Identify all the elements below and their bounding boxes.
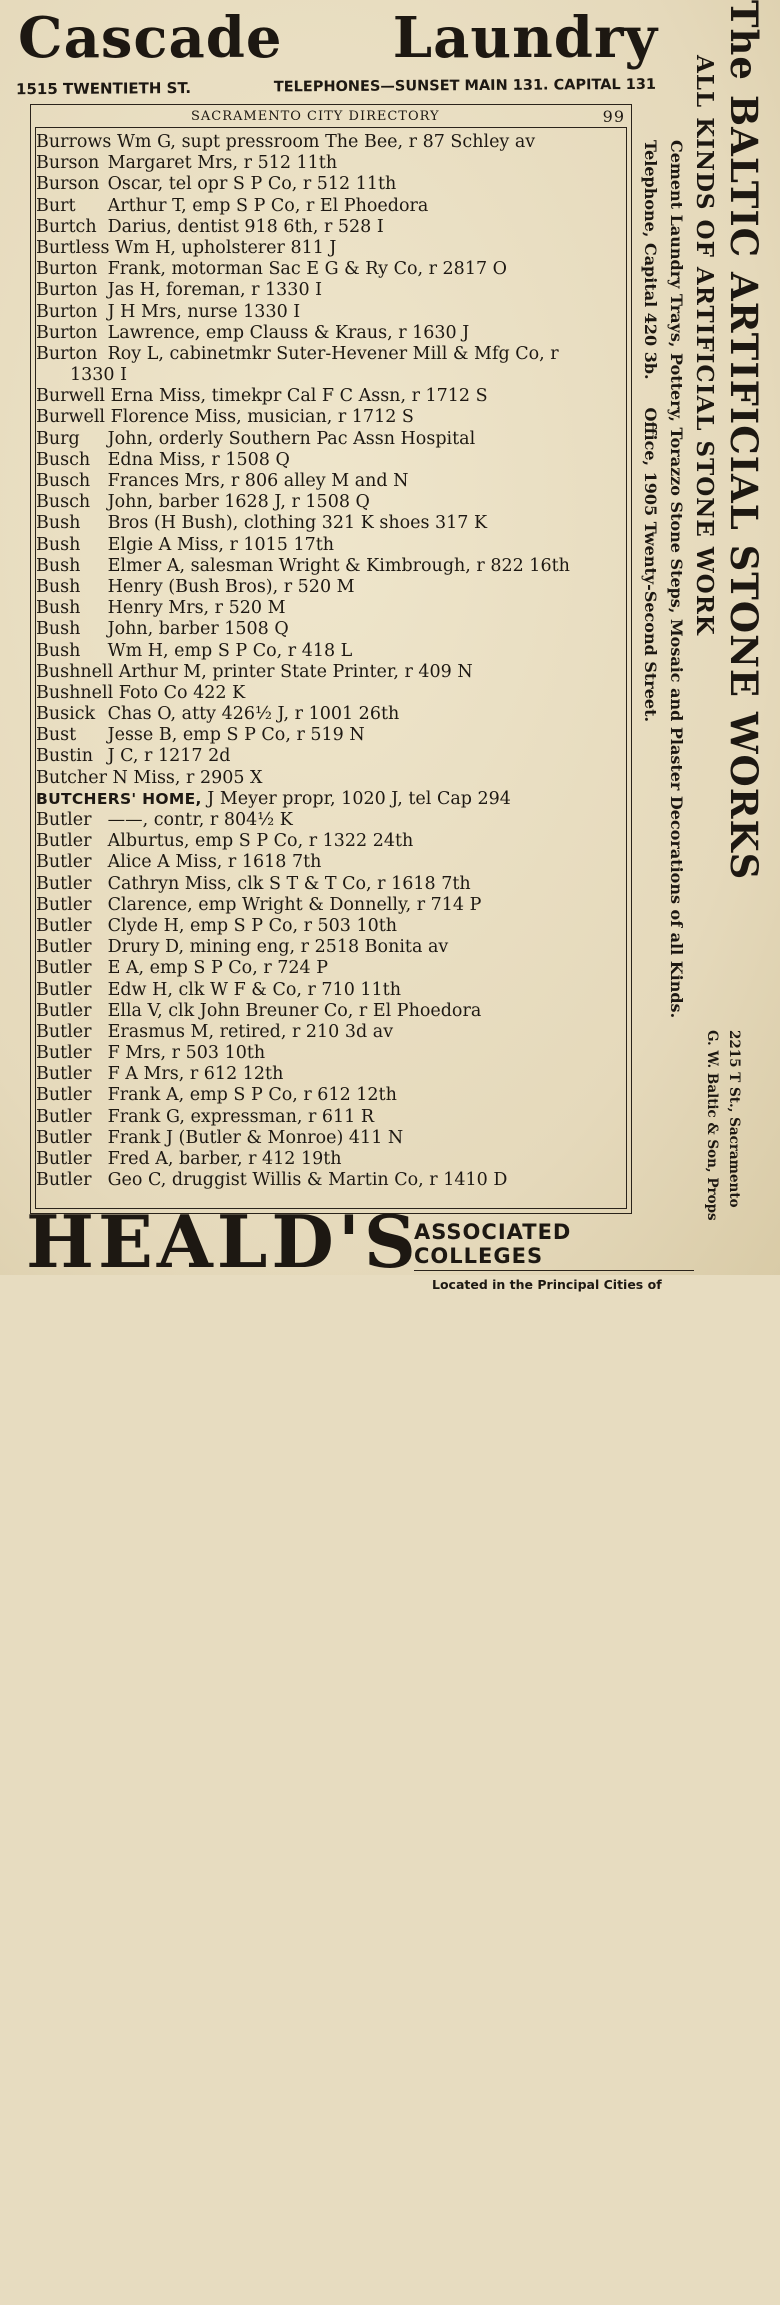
header-title [18, 6, 658, 70]
entry-surname: Busch [36, 492, 91, 513]
list-item [36, 1064, 636, 1085]
entry-surname: Butler [36, 831, 92, 852]
list-item [36, 577, 636, 598]
list-item [36, 492, 636, 513]
entry-surname: Butler [36, 852, 92, 873]
list-item [36, 259, 636, 280]
entry-surname: Bust [36, 725, 77, 746]
entry-details: Jas H, foreman, r 1330 I [107, 280, 323, 301]
list-item [36, 1170, 636, 1191]
entry-surname: Burwell [36, 407, 106, 428]
list-item [36, 238, 636, 259]
list-item [36, 407, 636, 428]
entry-details: Oscar, tel opr S P Co, r 512 11th [107, 174, 397, 195]
entry-details: Geo C, druggist Willis & Martin Co, r 1410 D [107, 1170, 508, 1191]
entry-surname: Burton [36, 322, 98, 343]
entry-surname: Burton [36, 259, 98, 280]
entry-details: Frank G, expressman, r 611 R [107, 1106, 375, 1127]
entry-surname: Burwell [36, 386, 106, 407]
entry-details: Wm H, upholsterer 811 J [115, 237, 337, 258]
entry-surname: Busch [36, 471, 91, 491]
list-item [36, 683, 636, 704]
list-item [36, 365, 636, 386]
list-item [36, 386, 636, 407]
entry-surname: Butcher [36, 767, 107, 788]
list-item [36, 323, 636, 344]
list-item [36, 450, 636, 471]
list-item [36, 895, 636, 916]
entry-details: Florence Miss, musician, r 1712 S [110, 407, 414, 428]
list-item [36, 704, 636, 725]
footer-right-title: ASSOCIATED COLLEGES [414, 1220, 694, 1271]
entry-details: Ella V, clk John Breuner Co, r El Phoedora [107, 1000, 482, 1021]
entry-details: E A, emp S P Co, r 724 P [107, 958, 329, 979]
entry-surname: BUTCHERS' HOME, [36, 789, 202, 808]
entry-surname: Bush [36, 534, 81, 555]
entry-details: Foto Co 422 K [118, 682, 246, 703]
entry-surname: Burtch [36, 216, 97, 237]
entry-details: Roy L, cabinetmkr Suter-Hevener Mill & Mfg Co, r [107, 343, 559, 364]
entry-surname: Butler [36, 873, 92, 894]
entry-details: Erna Miss, timekpr Cal F C Assn, r 1712 S [110, 386, 488, 407]
entry-surname: Butler [36, 1149, 92, 1169]
entry-surname: Butler [36, 1043, 92, 1064]
entry-details: Edna Miss, r 1508 Q [107, 449, 290, 470]
footer-right [414, 1220, 694, 1292]
entry-surname: Butler [36, 979, 92, 1000]
list-item [36, 217, 636, 238]
list-item [36, 916, 636, 937]
entry-details: Drury D, mining eng, r 2518 Bonita av [107, 937, 449, 958]
entry-surname: Butler [36, 1127, 92, 1148]
entry-surname: Bustin [36, 746, 94, 767]
entry-details: Chas O, atty 426½ J, r 1001 26th [107, 704, 400, 725]
entry-surname: Butler [36, 810, 92, 830]
page-number: 99 [602, 107, 625, 126]
running-head [31, 107, 631, 125]
entry-surname: Butler [36, 915, 92, 936]
list-item [36, 619, 636, 640]
list-item [36, 1022, 636, 1043]
entry-details: Frances Mrs, r 806 alley M and N [107, 471, 409, 491]
side-ad-products-text: Cement Laundry Trays, Pottery, Torazzo Stone Steps, Mosaic and Plaster Decorations of all Kinds. [667, 140, 686, 1019]
entry-surname: Burrows [36, 132, 112, 152]
side-ad-subtitle-text: ALL KINDS OF ARTIFICIAL STONE WORK [691, 55, 718, 636]
list-item [36, 937, 636, 958]
entry-surname: Bush [36, 513, 81, 534]
list-item [36, 1128, 636, 1149]
entry-details: Cathryn Miss, clk S T & T Co, r 1618 7th [107, 873, 471, 894]
header-subline [16, 72, 656, 102]
list-item [36, 1107, 636, 1128]
entry-surname: Burg [36, 428, 80, 449]
entry-surname: Butler [36, 1064, 92, 1085]
list-item [36, 153, 636, 174]
side-ad-props [704, 1030, 760, 2305]
list-item [36, 980, 636, 1001]
entry-details: Elgie A Miss, r 1015 17th [107, 534, 335, 555]
entry-details: ——, contr, r 804½ K [107, 810, 293, 830]
list-item [36, 789, 636, 810]
list-item [36, 1085, 636, 1106]
entry-surname: Bushnell [36, 661, 114, 682]
side-ad-contact-text: Telephone, Capital 420 3b. Office, 1905 Twenty-Second Street. [641, 140, 660, 723]
entry-surname: Butler [36, 1021, 92, 1042]
entry-surname: Bush [36, 640, 81, 661]
entry-details: Wm H, emp S P Co, r 418 L [107, 640, 353, 661]
entry-details: N Miss, r 2905 X [112, 767, 263, 788]
list-item [36, 874, 636, 895]
list-item [36, 174, 636, 195]
entry-details: J C, r 1217 2d [107, 746, 231, 767]
entry-details: Erasmus M, retired, r 210 3d av [107, 1021, 394, 1042]
list-item [36, 1001, 636, 1022]
entry-details: J Meyer propr, 1020 J, tel Cap 294 [207, 788, 511, 809]
header-address: 1515 TWENTIETH ST. [15, 79, 192, 99]
entry-surname: Burton [36, 280, 98, 301]
entry-details: Bros (H Bush), clothing 321 K shoes 317 K [107, 513, 488, 534]
entry-details: Frank, motorman Sac E G & Ry Co, r 2817 O [107, 259, 507, 280]
list-item [36, 958, 636, 979]
list-item [36, 768, 636, 789]
footer-heading: HEALD'S [26, 1199, 420, 1284]
running-head-title: SACRAMENTO CITY DIRECTORY [191, 109, 440, 124]
header-title-right: Laundry [392, 5, 658, 71]
entry-details: John, barber 1628 J, r 1508 Q [107, 492, 370, 513]
entry-details: Clyde H, emp S P Co, r 503 10th [107, 915, 398, 936]
list-item [36, 535, 636, 556]
entry-details: John, barber 1508 Q [107, 619, 289, 640]
entry-details: Darius, dentist 918 6th, r 528 I [107, 216, 384, 237]
entry-surname: Bushnell [36, 682, 114, 703]
list-item [36, 810, 636, 831]
entry-details: Alice A Miss, r 1618 7th [107, 852, 322, 873]
entry-surname: Burton [36, 343, 98, 364]
list-item [36, 831, 636, 852]
entry-surname: Bush [36, 555, 81, 576]
entry-details: Henry Mrs, r 520 M [107, 598, 286, 619]
entry-details: Fred A, barber, r 412 19th [107, 1149, 342, 1169]
list-item [36, 344, 636, 365]
entry-surname: Butler [36, 1085, 92, 1106]
side-ad-title-text: The BALTIC ARTIFICIAL STONE WORKS [722, 0, 766, 881]
list-item [36, 725, 636, 746]
entry-details: Frank J (Butler & Monroe) 411 N [107, 1127, 404, 1148]
entry-surname: Bush [36, 619, 81, 640]
list-item [36, 746, 636, 767]
entry-surname: Butler [36, 1106, 92, 1127]
list-item [36, 429, 636, 450]
list-item [36, 1043, 636, 1064]
list-item [36, 196, 636, 217]
entry-surname: Burton [36, 301, 98, 322]
entry-details: Wm G, supt pressroom The Bee, r 87 Schley av [116, 132, 536, 152]
entry-details: Alburtus, emp S P Co, r 1322 24th [107, 831, 414, 852]
entry-surname: Butler [36, 1000, 92, 1021]
entry-surname: Busch [36, 449, 91, 470]
list-item [36, 132, 636, 153]
entry-details: Edw H, clk W F & Co, r 710 11th [107, 979, 401, 1000]
entry-details: John, orderly Southern Pac Assn Hospital [107, 428, 476, 449]
footer-right-sub: Located in the Principal Cities of [432, 1277, 662, 1292]
entry-surname: Butler [36, 1170, 92, 1191]
list-item [36, 302, 636, 323]
entry-details: F Mrs, r 503 10th [107, 1043, 266, 1064]
entry-surname: Burson [36, 153, 100, 174]
directory-entries [36, 132, 636, 1191]
entry-details: Arthur T, emp S P Co, r El Phoedora [107, 195, 429, 216]
entry-surname: Burt [36, 195, 76, 216]
entry-details: Lawrence, emp Clauss & Kraus, r 1630 J [107, 322, 470, 343]
entry-surname: Butler [36, 937, 92, 958]
list-item [36, 852, 636, 873]
list-item [36, 598, 636, 619]
entry-surname: Burtless [36, 237, 110, 258]
entry-details: Henry (Bush Bros), r 520 M [107, 576, 355, 597]
list-item [36, 556, 636, 577]
list-item [36, 280, 636, 301]
entry-surname: Butler [36, 958, 92, 979]
entry-surname: Bush [36, 598, 81, 619]
list-item [36, 641, 636, 662]
entry-details: 1330 I [70, 365, 128, 386]
entry-details: Elmer A, salesman Wright & Kimbrough, r 822 16th [107, 555, 570, 576]
entry-surname: Burson [36, 174, 100, 195]
entry-details: F A Mrs, r 612 12th [107, 1064, 284, 1085]
entry-details: Arthur M, printer State Printer, r 409 N [118, 661, 473, 682]
entry-details: Clarence, emp Wright & Donnelly, r 714 P [107, 894, 482, 915]
entry-surname: Busick [36, 704, 96, 725]
entry-surname: Bush [36, 576, 81, 597]
entry-surname: Butler [36, 894, 92, 915]
entry-details: Frank A, emp S P Co, r 612 12th [107, 1085, 397, 1106]
list-item [36, 513, 636, 534]
list-item [36, 662, 636, 683]
entry-details: Margaret Mrs, r 512 11th [107, 153, 338, 174]
list-item [36, 471, 636, 492]
list-item [36, 1149, 636, 1170]
entry-details: J H Mrs, nurse 1330 I [107, 301, 301, 322]
header-telephones: TELEPHONES—SUNSET MAIN 131. CAPITAL 131 [273, 76, 657, 96]
side-ad-props-text: G. W. Baltic & Son, Props [704, 1030, 720, 1221]
side-ad-street-text: 2215 T St., Sacramento [726, 1030, 742, 1208]
header-title-left: Cascade [18, 5, 283, 71]
entry-details: Jesse B, emp S P Co, r 519 N [107, 725, 365, 746]
